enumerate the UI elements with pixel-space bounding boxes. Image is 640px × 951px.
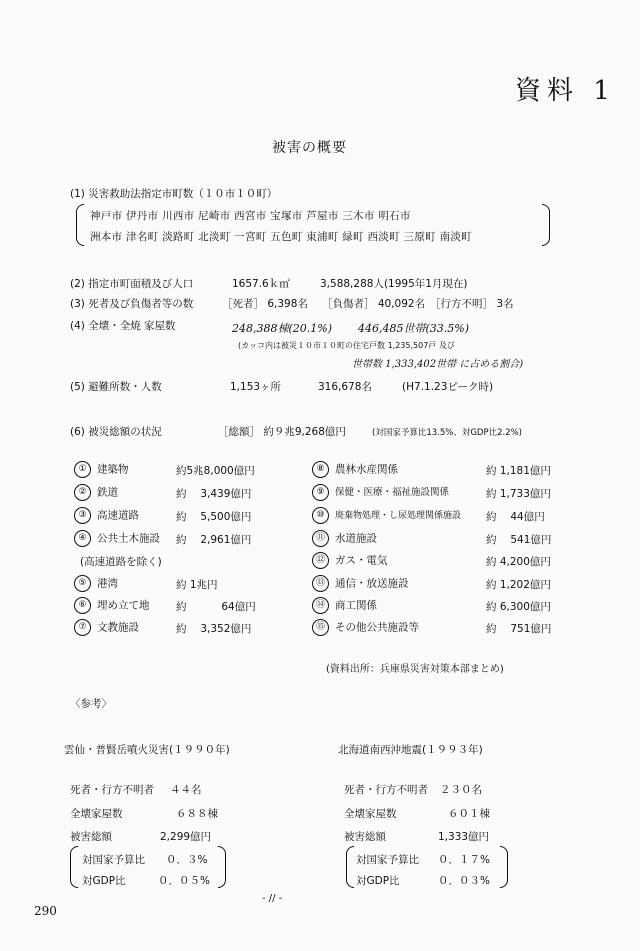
list-item-value: 約 1,202億円 xyxy=(486,579,551,591)
list-item: ⑮ その他公共施設等 xyxy=(312,619,419,636)
s1-heading: (1) 災害救助法指定市町数（１０市１０町） xyxy=(70,188,278,200)
list-item-value: 約5兆8,000億円 xyxy=(176,465,255,477)
s3-dead: ［死者］ 6,398名 xyxy=(222,298,308,310)
s4-label: (4) 全壊・全焼 家屋数 xyxy=(70,320,176,332)
s5-label: (5) 避難所数・人数 xyxy=(70,381,162,393)
left-brace xyxy=(76,204,84,246)
list-item-value: 約 1,733億円 xyxy=(486,488,551,500)
list-item-value: 約 5,500億円 xyxy=(176,511,252,523)
list-item: ⑨ 保健・医療・福祉施設関係 xyxy=(312,484,449,501)
list-item: ③ 高速道路 xyxy=(74,507,139,524)
s2-area: 1657.6ｋ㎡ xyxy=(232,278,290,290)
s5-count: 1,153ヶ所 xyxy=(230,381,282,393)
list-item-note: (高速道路を除く) xyxy=(80,556,162,568)
list-item: ① 建築物 xyxy=(74,461,129,478)
ref-right-houses-label: 全壊家屋数 xyxy=(344,808,397,820)
ref-left-budget-value: ０．３% xyxy=(166,854,208,866)
ref-left-gdp-label: 対GDP比 xyxy=(82,875,126,887)
s3-injured: ［負傷者］ 40,092名 xyxy=(322,298,426,310)
ref-left-total-value: 2,299億円 xyxy=(160,831,212,843)
ref-left-total-label: 被害総額 xyxy=(70,831,112,843)
source-note: (資料出所：兵庫県災害対策本部まとめ) xyxy=(326,664,504,675)
list-item-value: 約 3,352億円 xyxy=(176,623,252,635)
list-item-value: 約 3,439億円 xyxy=(176,488,252,500)
s6-note: (対国家予算比13.5%、対GDP比2.2%) xyxy=(372,428,522,438)
page-mark: - // - xyxy=(262,893,283,904)
list-item: ⑭ 商工関係 xyxy=(312,597,377,614)
list-item-value: 約 751億円 xyxy=(486,623,552,635)
s4-value-households: 446,485世帯(33.5%) xyxy=(358,322,470,335)
ref-right-total-value: 1,333億円 xyxy=(438,831,490,843)
s6-label: (6) 被災総額の状況 xyxy=(70,426,162,438)
s1-row1: 神戸市 伊丹市 川西市 尼崎市 西宮市 宝塚市 芦屋市 三木市 明石市 xyxy=(90,210,411,222)
ref-right-gdp-label: 対GDP比 xyxy=(356,875,400,887)
list-item: ⑧ 農林水産関係 xyxy=(312,461,398,478)
s3-missing: ［行方不明］ 3名 xyxy=(430,298,514,310)
ref-left-title: 雲仙・普賢岳噴火災害(１９９０年) xyxy=(64,744,230,756)
list-item: ④ 公共土木施設 xyxy=(74,530,160,547)
s3-label: (3) 死者及び負傷者等の数 xyxy=(70,298,194,310)
list-item-value: 約 4,200億円 xyxy=(486,556,551,568)
s4-note1: (カッコ内は被災１０市１０町の住宅戸数 1,235,507戸 及び xyxy=(238,341,455,350)
ref-right-title: 北海道南西沖地震(１９９３年) xyxy=(338,744,483,756)
ref-left-dead-value: ４４名 xyxy=(170,784,202,796)
ref-right-dead-label: 死者・行方不明者 xyxy=(344,784,428,796)
left-brace xyxy=(346,846,354,888)
page-title: 被害の概要 xyxy=(272,140,347,156)
header-label: 資料 1 xyxy=(515,76,616,106)
list-item: ⑬ 通信・放送施設 xyxy=(312,575,409,592)
s4-note2: 世帯数 1,333,402世帯 に占める割合) xyxy=(352,359,524,370)
list-item-value: 約 1兆円 xyxy=(176,579,218,591)
page-number: 290 xyxy=(34,904,57,918)
ref-right-gdp-value: ０．０３% xyxy=(438,875,490,887)
s2-label: (2) 指定市町面積及び人口 xyxy=(70,278,194,290)
s1-row2: 洲本市 津名町 淡路町 北淡町 一宮町 五色町 東浦町 緑町 西淡町 三原町 南淡町 xyxy=(90,231,472,243)
ref-right-budget-value: ０．１７% xyxy=(438,854,490,866)
s6-total: ［総額］ 約９兆9,268億円 xyxy=(218,426,346,438)
ref-left-houses-label: 全壊家屋数 xyxy=(70,808,123,820)
reference-label: 〈参考〉 xyxy=(70,698,112,710)
ref-right-dead-value: ２３０名 xyxy=(440,784,482,796)
s5-note: (H7.1.23ピーク時) xyxy=(402,381,494,393)
s5-people: 316,678名 xyxy=(318,381,372,393)
ref-right-houses-value: ６０１棟 xyxy=(448,808,490,820)
left-brace xyxy=(70,846,78,888)
list-item-value: 約 6,300億円 xyxy=(486,601,551,613)
list-item: ② 鉄道 xyxy=(74,484,118,501)
ref-right-total-label: 被害総額 xyxy=(344,831,386,843)
ref-left-houses-value: ６８８棟 xyxy=(176,808,218,820)
ref-left-dead-label: 死者・行方不明者 xyxy=(70,784,154,796)
list-item-value: 約 541億円 xyxy=(486,534,552,546)
list-item-value: 約 44億円 xyxy=(486,511,545,523)
list-item: ⑦ 文教施設 xyxy=(74,619,139,636)
ref-right-budget-label: 対国家予算比 xyxy=(356,854,419,866)
ref-left-gdp-value: ０．０５% xyxy=(158,875,210,887)
list-item-value: 約 64億円 xyxy=(176,601,256,613)
list-item: ⑫ ガス・電気 xyxy=(312,552,388,569)
right-brace xyxy=(218,846,226,888)
s4-value-houses: 248,388棟(20.1%) xyxy=(232,322,333,335)
ref-left-budget-label: 対国家予算比 xyxy=(82,854,145,866)
list-item: ⑪ 水道施設 xyxy=(312,530,377,547)
list-item: ⑩ 廃棄物処理・し尿処理関係施設 xyxy=(312,507,461,524)
list-item: ⑤ 港湾 xyxy=(74,575,118,592)
list-item: ⑥ 埋め立て地 xyxy=(74,597,150,614)
list-item-value: 約 1,181億円 xyxy=(486,465,551,477)
right-brace xyxy=(500,846,508,888)
right-brace xyxy=(542,204,550,246)
list-item-value: 約 2,961億円 xyxy=(176,534,252,546)
s2-pop: 3,588,288人(1995年1月現在) xyxy=(320,278,468,290)
